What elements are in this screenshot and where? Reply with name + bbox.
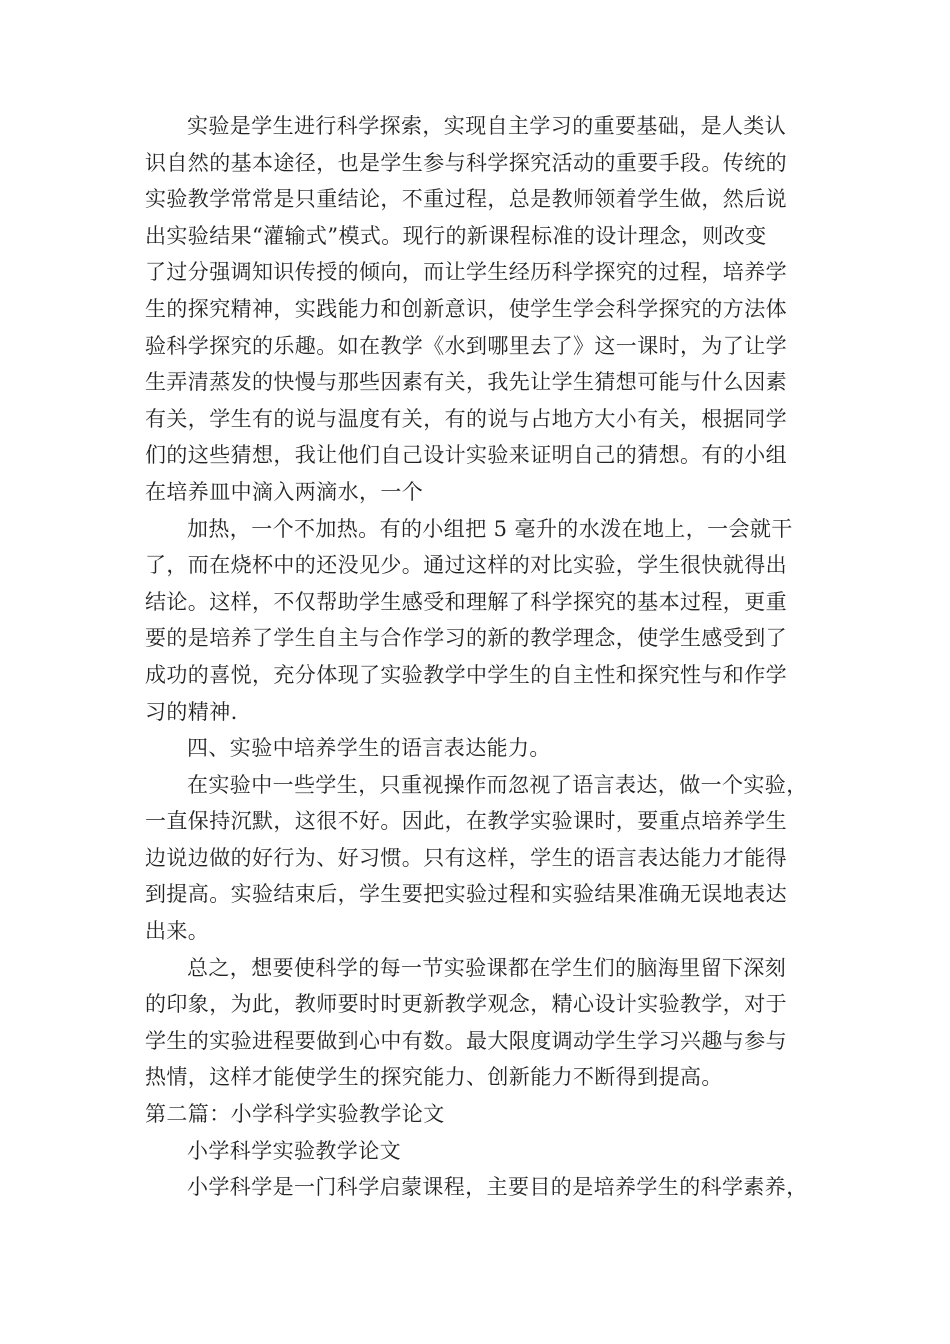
text-line: 小学科学是一门科学启蒙课程，主要目的是培养学生的科学素养， xyxy=(187,1175,808,1200)
text-line: 的印象，为此，教师要时时更新教学观念，精心设计实验教学，对于 xyxy=(145,992,787,1017)
paragraph-experiment-importance xyxy=(145,108,825,511)
text-line: 要的是培养了学生自主与合作学习的新的教学理念，使学生感受到了 xyxy=(145,626,787,651)
text-line: 一直保持沉默，这很不好。因此，在教学实验课时，要重点培养学生 xyxy=(145,809,787,834)
text-line: 了，而在烧杯中的还没见少。通过这样的对比实验，学生很快就得出 xyxy=(145,553,787,578)
section-heading-language-expression xyxy=(145,730,825,767)
text-line: 学生的实验进程要做到心中有数。最大限度调动学生学习兴趣与参与 xyxy=(145,1028,787,1053)
text-line: 加热，一个不加热。有的小组把 5 毫升的水泼在地上，一会就干 xyxy=(187,516,793,541)
text-line: 实验是学生进行科学探索，实现自主学习的重要基础，是人类认 xyxy=(187,114,787,138)
chapter-heading xyxy=(145,1096,825,1133)
text-line: 热情，这样才能使学生的探究能力、创新能力不断得到提高。 xyxy=(145,1065,723,1090)
text-line: 了过分强调知识传授的倾向，而让学生经历科学探究的过程，培养学 xyxy=(145,260,787,285)
text-line: 出实验结果“灌输式”模式。现行的新课程标准的设计理念，则改变 xyxy=(145,223,767,248)
document-body xyxy=(145,108,825,1206)
paragraph-conclusion xyxy=(145,950,825,1096)
article-title xyxy=(145,1133,825,1170)
text-line: 结论。这样，不仅帮助学生感受和理解了科学探究的基本过程，更重 xyxy=(145,589,787,614)
text-line: 到提高。实验结束后，学生要把实验过程和实验结果准确无误地表达 xyxy=(145,882,787,907)
text-line: 小学科学实验教学论文 xyxy=(187,1138,401,1163)
text-line: 边说边做的好行为、好习惯。只有这样，学生的语言表达能力才能得 xyxy=(145,845,787,870)
text-line: 生弄清蒸发的快慢与那些因素有关，我先让学生猜想可能与什么因素 xyxy=(145,370,787,395)
text-line: 有关，学生有的说与温度有关，有的说与占地方大小有关，根据同学 xyxy=(145,406,787,431)
text-line: 生的探究精神，实践能力和创新意识，使学生学会科学探究的方法体 xyxy=(145,296,787,321)
paragraph-language-expression xyxy=(145,767,825,950)
paragraph-heating-experiment xyxy=(145,511,825,731)
text-line: 四、实验中培养学生的语言表达能力。 xyxy=(187,736,551,761)
text-line: 习的精神. xyxy=(145,699,238,724)
text-line: 实验教学常常是只重结论，不重过程，总是教师领着学生做，然后说 xyxy=(145,187,787,212)
text-line: 总之，想要使科学的每一节实验课都在学生们的脑海里留下深刻 xyxy=(187,955,787,980)
text-line: 成功的喜悦，充分体现了实验教学中学生的自主性和探究性与和作学 xyxy=(145,662,787,687)
text-line: 验科学探究的乐趣。如在教学《水到哪里去了》这一课时，为了让学 xyxy=(145,333,787,358)
text-line: 在实验中一些学生，只重视操作而忽视了语言表达，做一个实验， xyxy=(187,772,808,797)
text-line: 出来。 xyxy=(145,919,210,944)
text-line: 们的这些猜想，我让他们自己设计实验来证明自己的猜想。有的小组 xyxy=(145,443,787,468)
paragraph-intro xyxy=(145,1169,825,1206)
text-line: 识自然的基本途径，也是学生参与科学探究活动的重要手段。传统的 xyxy=(145,150,787,175)
text-line: 第二篇：小学科学实验教学论文 xyxy=(145,1102,445,1127)
text-line: 在培养皿中滴入两滴水，一个 xyxy=(145,479,424,504)
